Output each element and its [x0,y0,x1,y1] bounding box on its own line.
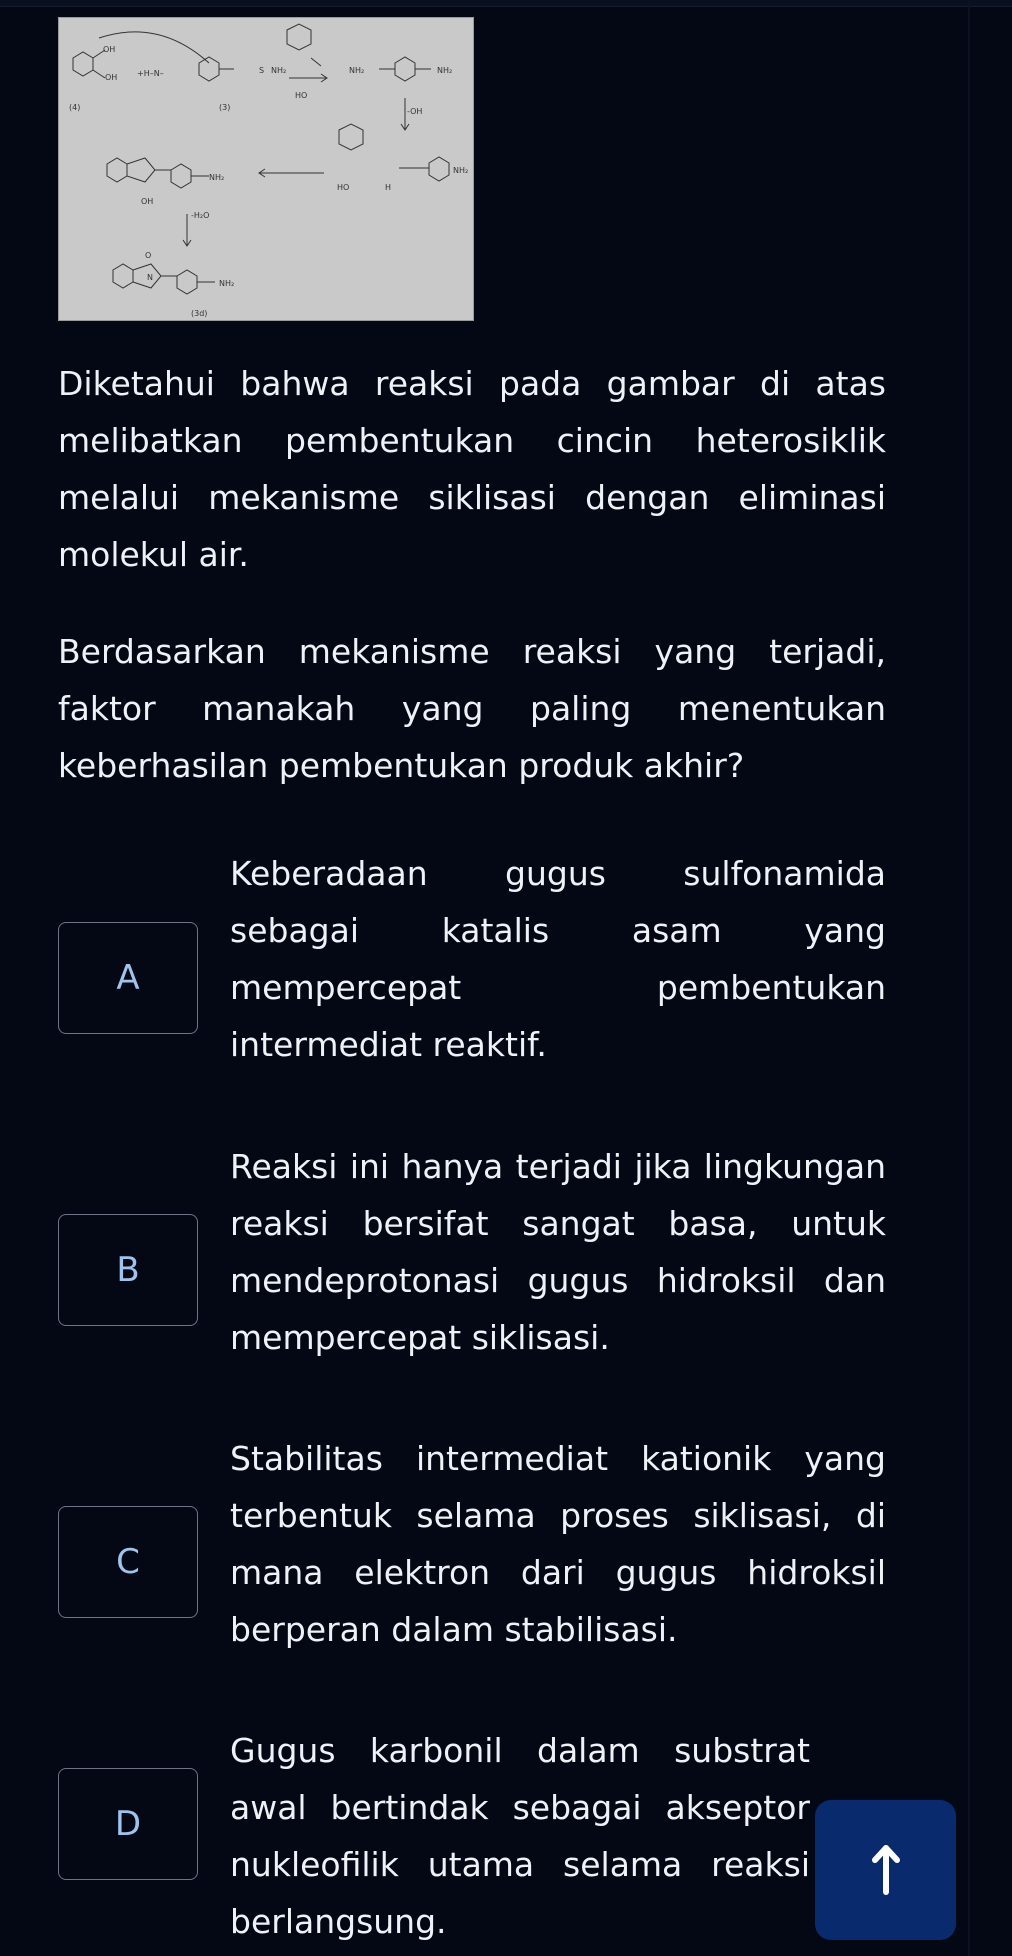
label-minus-h2o: -H₂O [191,211,210,220]
scroll-top-button[interactable] [815,1800,956,1940]
label-compound-4: (4) [69,103,81,112]
label-compound-3d: (3d) [191,309,208,318]
option-d-letter: D [114,1804,142,1844]
option-b-letter: B [116,1250,140,1290]
label-s-1: S [259,66,265,75]
top-divider [0,0,1012,7]
label-oh-bottom: OH [105,73,118,82]
reaction-scheme-image [58,17,474,321]
label-h-1: H [385,183,392,192]
label-nh2-6: NH₂ [219,279,235,288]
label-nh2-1: NH₂ [271,66,287,75]
label-minus-oh: -OH [407,107,423,116]
label-oh-top: OH [103,45,116,54]
label-oh-2: OH [141,197,154,206]
label-nh2-5: NH₂ [453,166,469,175]
option-a-text[interactable]: Keberadaan gugus sulfonamida sebagai katalis asam yang mempercepat pembentukan intermediat reaktif. [230,854,886,1064]
option-b-text[interactable]: Reaksi ini hanya terjadi jika lingkungan reaksi bersifat sangat basa, untuk mendeprotonasi gugus hidroksil dan mempercepat siklisasi. [230,1147,886,1357]
label-n-1: N [147,273,153,282]
option-d-button[interactable] [58,1768,198,1880]
option-a-button[interactable] [58,922,198,1034]
option-a-letter: A [116,958,140,998]
label-ho-2: HO [337,183,350,192]
scroll-track [968,0,970,1956]
question-paragraph-2: Berdasarkan mekanisme reaksi yang terjadi, faktor manakah yang paling menentukan keberhasilan pembentukan produk akhir? [58,632,886,785]
label-nh2-4: NH₂ [209,173,225,182]
label-o-1: O [145,251,152,260]
option-b-button[interactable] [58,1214,198,1326]
label-ho-1: HO [295,91,308,100]
option-c-button[interactable] [58,1506,198,1618]
option-c-text[interactable]: Stabilitas intermediat kationik yang terbentuk selama proses siklisasi, di mana elektron dari gugus hidroksil berperan dalam stabilisasi. [230,1439,886,1649]
label-plus-hn: +H–N– [137,69,164,78]
question-paragraph-1: Diketahui bahwa reaksi pada gambar di atas melibatkan pembentukan cincin heterosiklik melalui mekanisme siklisasi dengan eliminasi molekul air. [58,364,886,574]
label-compound-3: (3) [219,103,231,112]
option-d-text[interactable]: Gugus karbonil dalam substrat awal bertindak sebagai akseptor nukleofilik utama selama reaksi berlangsung. [230,1731,810,1941]
label-nh2-3: NH₂ [437,66,453,75]
label-nh2-2: NH₂ [349,66,365,75]
arrow-up-icon [871,1844,901,1896]
option-c-letter: C [116,1542,140,1582]
